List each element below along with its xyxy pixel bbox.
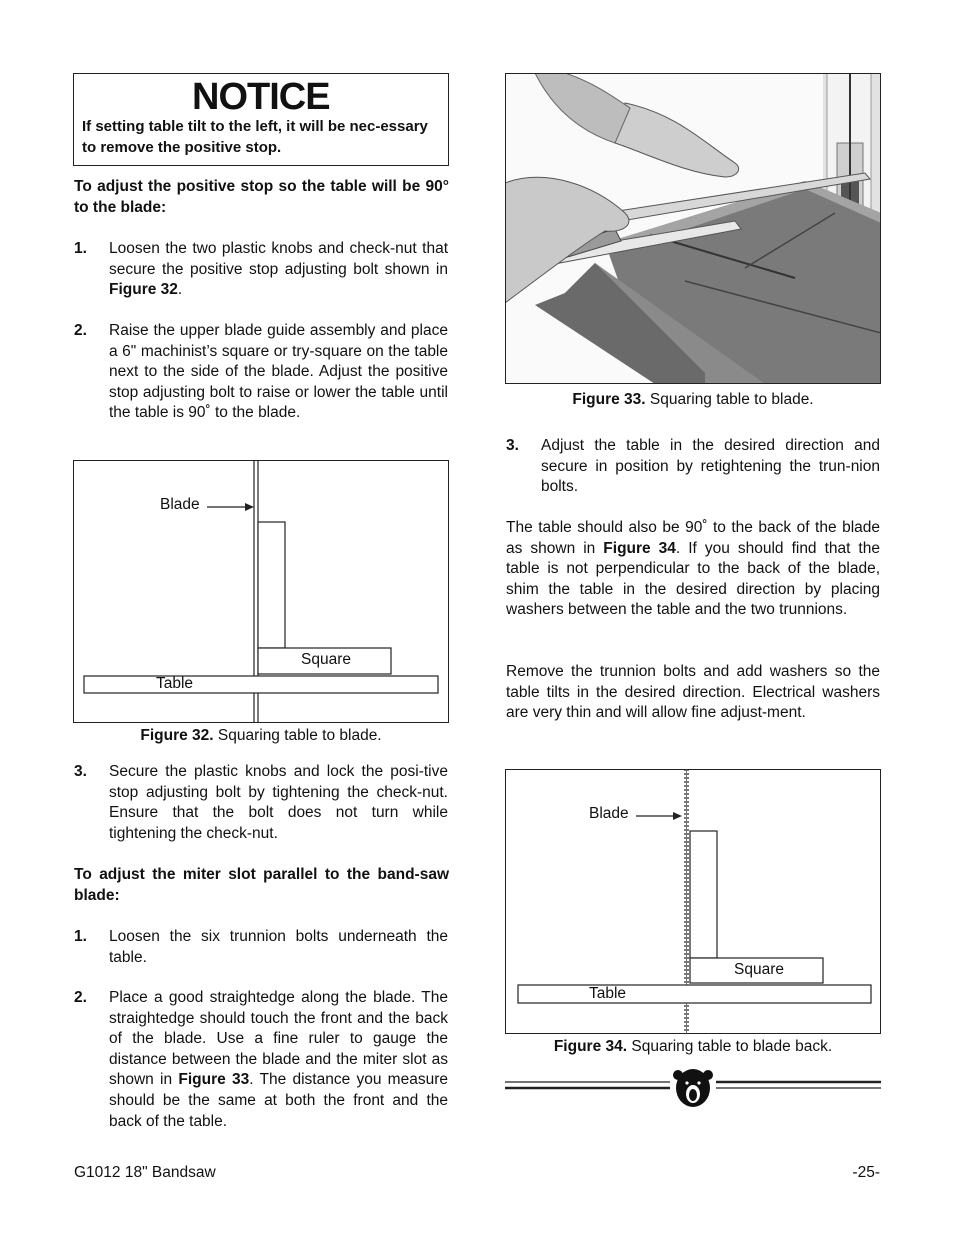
step-text: Loosen the six trunnion bolts underneath the table. bbox=[109, 928, 448, 966]
bear-logo-icon bbox=[673, 1069, 713, 1107]
figure-32-diagram bbox=[73, 460, 449, 723]
footer-model: G1012 18" Bandsaw bbox=[74, 1164, 216, 1181]
step-text-post: . bbox=[177, 281, 183, 299]
step-text bbox=[109, 988, 448, 1132]
caption-label: Figure 32. bbox=[140, 727, 214, 744]
notice-title: NOTICE bbox=[192, 76, 330, 118]
figure-34-caption bbox=[505, 1038, 881, 1056]
notice-box bbox=[73, 73, 449, 166]
blade-arrow-head bbox=[673, 812, 682, 820]
figure-32-caption bbox=[73, 727, 449, 745]
step-number: 3. bbox=[506, 437, 519, 454]
square-label: Square bbox=[734, 961, 784, 978]
figure-ref: Figure 33 bbox=[178, 1071, 250, 1089]
footer-page-number: -25- bbox=[852, 1164, 880, 1181]
heading-miter-slot: To adjust the miter slot parallel to the band-saw blade: bbox=[74, 866, 449, 904]
step-text-post: . The distance you measure should be the same at both the front and the back of the table. bbox=[109, 1071, 448, 1130]
table-label: Table bbox=[589, 985, 627, 1002]
blade-label: Blade bbox=[589, 805, 629, 822]
caption-text: Squaring table to blade. bbox=[645, 391, 814, 408]
figure-34-diagram bbox=[505, 769, 881, 1034]
paragraph-shim bbox=[506, 518, 880, 621]
step-text: Secure the plastic knobs and lock the posi-tive stop adjusting bolt by tightening the check-nut. Ensure that the bolt does not turn while tightening the check-nut. bbox=[109, 763, 448, 842]
paragraph-text-post: . If you should find that the table is not perpendicular to the back of the blade, shim the table in the desired direction by placing washers between the table and the two trunnions. bbox=[506, 539, 880, 619]
step-number: 1. bbox=[74, 928, 87, 945]
blade-arrow-head bbox=[245, 503, 254, 511]
caption-text: Squaring table to blade back. bbox=[627, 1038, 833, 1055]
figure-33-caption bbox=[505, 391, 881, 409]
step-number: 1. bbox=[74, 240, 87, 257]
photo-illustration bbox=[505, 73, 881, 384]
notice-text: If setting table tilt to the left, it will be nec-essary to remove the positive stop. bbox=[82, 118, 428, 156]
step-text: Raise the upper blade guide assembly and place a 6" machinist’s square or try-square on the table next to the side of the blade. Adjust the positive stop adjusting bolt to raise or lower the table until the table is 90˚ to the blade. bbox=[109, 322, 448, 422]
square-blade bbox=[258, 522, 285, 648]
caption-label: Figure 33. bbox=[572, 391, 646, 408]
step-text: Adjust the table in the desired direction and secure in position by retightening the trun-nion bolts. bbox=[541, 437, 880, 496]
step-text-pre: Loosen the two plastic knobs and check-nut that secure the positive stop adjusting bolt shown in bbox=[109, 240, 448, 278]
figure-ref: Figure 32 bbox=[109, 281, 178, 299]
table-label: Table bbox=[156, 675, 194, 692]
figure-33-photo bbox=[505, 73, 881, 384]
step-number: 3. bbox=[74, 763, 87, 780]
step-number: 2. bbox=[74, 989, 87, 1006]
diagram-svg bbox=[73, 460, 449, 723]
paragraph-text-pre: The table should also be 90˚ to the back of the blade as shown in bbox=[506, 519, 880, 557]
section-divider bbox=[505, 1066, 881, 1112]
square-label: Square bbox=[301, 651, 351, 668]
diagram-svg bbox=[505, 769, 881, 1034]
caption-label: Figure 34. bbox=[553, 1038, 628, 1055]
paragraph-washers: Remove the trunnion bolts and add washers so the table tilts in the desired direction. Electrical washers are very thin and will allow fine adjust-ment. bbox=[506, 663, 880, 722]
figure-ref: Figure 34 bbox=[603, 539, 676, 557]
table-rect bbox=[518, 985, 871, 1003]
caption-text: Squaring table to blade. bbox=[213, 727, 382, 744]
step-text bbox=[109, 239, 448, 301]
square-blade bbox=[690, 831, 717, 958]
heading-positive-stop: To adjust the positive stop so the table will be 90° to the blade: bbox=[74, 178, 449, 216]
divider-svg bbox=[505, 1066, 881, 1112]
step-text-pre: Place a good straightedge along the blade. The straightedge should touch the front and the back of the blade. Use a fine ruler to gauge the distance between the blade and the miter slot as shown in bbox=[109, 989, 448, 1089]
step-number: 2. bbox=[74, 322, 87, 339]
blade-label: Blade bbox=[160, 496, 200, 513]
table-rect bbox=[84, 676, 438, 693]
